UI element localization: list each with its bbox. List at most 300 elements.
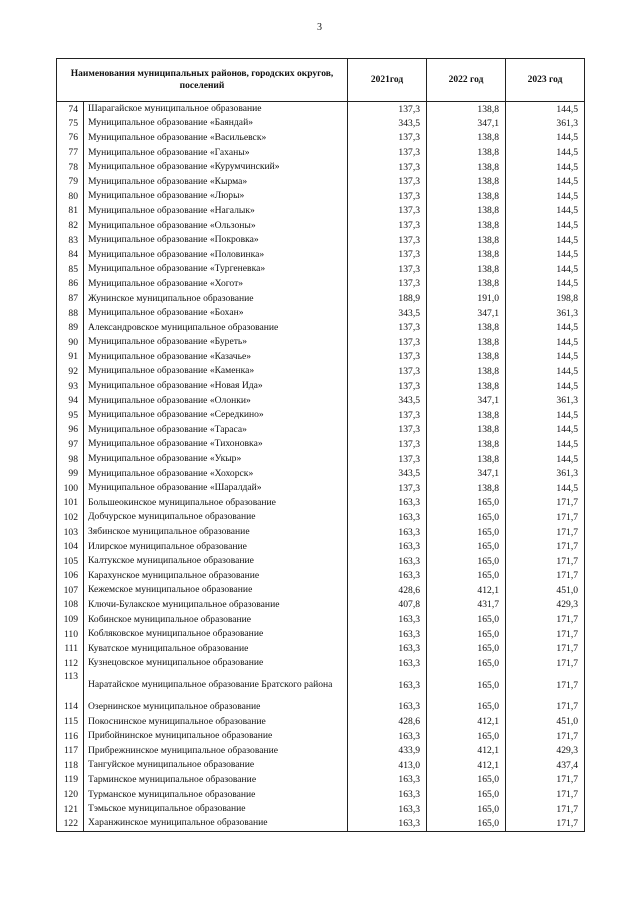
- value-2021: 137,3: [348, 379, 427, 394]
- municipality-name: Харанжинское муниципальное образование: [84, 816, 348, 831]
- row-number: [57, 539, 84, 554]
- row-number: [57, 802, 84, 817]
- row-number: [57, 743, 84, 758]
- value-2022: 165,0: [427, 525, 506, 540]
- municipality-name: Александровское муниципальное образование: [84, 320, 348, 335]
- row-number-text: 90: [68, 336, 78, 348]
- table-row: [57, 393, 585, 408]
- row-number: [57, 408, 84, 423]
- value-2023: 171,7: [506, 787, 585, 802]
- row-number-text: 91: [68, 351, 78, 363]
- row-number-text: 115: [63, 716, 78, 728]
- municipality-name: Муниципальное образование «Олонки»: [84, 393, 348, 408]
- row-number-text: 89: [68, 322, 78, 334]
- value-2023: 437,4: [506, 758, 585, 773]
- table-row: [57, 671, 585, 700]
- value-2021: 428,6: [348, 583, 427, 598]
- row-number: [57, 496, 84, 511]
- row-number: [57, 379, 84, 394]
- value-2023: 144,5: [506, 174, 585, 189]
- row-number-text: 103: [63, 526, 78, 538]
- row-number: [57, 627, 84, 642]
- value-2022: 138,8: [427, 437, 506, 452]
- allocation-table: [56, 58, 585, 832]
- row-number: [57, 350, 84, 365]
- value-2022: 165,0: [427, 816, 506, 831]
- value-2022: 138,8: [427, 233, 506, 248]
- row-number: [57, 364, 84, 379]
- value-2021: 163,3: [348, 612, 427, 627]
- table-row: [57, 481, 585, 496]
- value-2021: 137,3: [348, 452, 427, 467]
- value-2023: 198,8: [506, 291, 585, 306]
- page-number: 3: [317, 22, 322, 33]
- row-number: [57, 729, 84, 744]
- value-2023: 144,5: [506, 364, 585, 379]
- value-2022: 138,8: [427, 481, 506, 496]
- table-row: [57, 408, 585, 423]
- value-2022: 138,8: [427, 423, 506, 438]
- value-2022: 165,0: [427, 700, 506, 715]
- municipality-name: Покоснинское муниципальное образование: [84, 714, 348, 729]
- municipality-name: Муниципальное образование «Середкино»: [84, 408, 348, 423]
- municipality-name: Добчурское муниципальное образование: [84, 510, 348, 525]
- table-row: [57, 583, 585, 598]
- value-2023: 171,7: [506, 612, 585, 627]
- value-2021: 137,3: [348, 131, 427, 146]
- value-2022: 165,0: [427, 641, 506, 656]
- table-row: [57, 525, 585, 540]
- row-number: [57, 612, 84, 627]
- value-2022: 165,0: [427, 539, 506, 554]
- value-2021: 163,3: [348, 729, 427, 744]
- value-2022: 431,7: [427, 598, 506, 613]
- value-2023: 144,5: [506, 350, 585, 365]
- municipality-name: Кобляковское муниципальное образование: [84, 627, 348, 642]
- value-2022: 191,0: [427, 291, 506, 306]
- row-number: [57, 277, 84, 292]
- row-number: [57, 102, 84, 117]
- header-name: Наименования муниципальных районов, городских округов, поселений: [57, 59, 348, 102]
- row-number: [57, 525, 84, 540]
- value-2023: 144,5: [506, 379, 585, 394]
- table-row: [57, 306, 585, 321]
- table-row: [57, 452, 585, 467]
- value-2022: 138,8: [427, 131, 506, 146]
- table-row: [57, 189, 585, 204]
- row-number: [57, 160, 84, 175]
- row-number: [57, 641, 84, 656]
- row-number-text: 121: [63, 803, 78, 815]
- row-number: [57, 174, 84, 189]
- municipality-name: Муниципальное образование «Укыр»: [84, 452, 348, 467]
- table-row: [57, 233, 585, 248]
- table-body: [57, 102, 585, 832]
- row-number: [57, 758, 84, 773]
- row-number-text: 88: [68, 307, 78, 319]
- row-number: [57, 218, 84, 233]
- value-2023: 144,5: [506, 277, 585, 292]
- row-number-text: 111: [64, 643, 78, 655]
- value-2021: 343,5: [348, 116, 427, 131]
- row-number-text: 110: [63, 628, 78, 640]
- row-number: [57, 247, 84, 262]
- row-number: [57, 116, 84, 131]
- value-2023: 144,5: [506, 102, 585, 117]
- table-row: [57, 656, 585, 671]
- row-number-text: 112: [63, 657, 78, 669]
- table-row: [57, 262, 585, 277]
- value-2021: 163,3: [348, 656, 427, 671]
- value-2022: 165,0: [427, 787, 506, 802]
- row-number: [57, 554, 84, 569]
- municipality-name: Озернинское муниципальное образование: [84, 700, 348, 715]
- value-2023: 361,3: [506, 306, 585, 321]
- municipality-name: Муниципальное образование «Новая Ида»: [84, 379, 348, 394]
- row-number: [57, 131, 84, 146]
- row-number-text: 74: [68, 103, 78, 115]
- municipality-name: Муниципальное образование «Гаханы»: [84, 145, 348, 160]
- value-2022: 165,0: [427, 569, 506, 584]
- municipality-name: Куватское муниципальное образование: [84, 641, 348, 656]
- row-number: [57, 700, 84, 715]
- value-2021: 163,3: [348, 554, 427, 569]
- municipality-name: Жунинское муниципальное образование: [84, 291, 348, 306]
- row-number: [57, 656, 84, 671]
- row-number: [57, 816, 84, 831]
- value-2022: 165,0: [427, 627, 506, 642]
- row-number-text: 118: [63, 759, 78, 771]
- row-number: [57, 787, 84, 802]
- row-number-text: 122: [63, 817, 78, 829]
- row-number-text: 93: [68, 380, 78, 392]
- value-2023: 429,3: [506, 598, 585, 613]
- row-number: [57, 773, 84, 788]
- value-2021: 413,0: [348, 758, 427, 773]
- municipality-name: Большеокинское муниципальное образование: [84, 496, 348, 511]
- value-2022: 138,8: [427, 102, 506, 117]
- table-row: [57, 729, 585, 744]
- row-number: [57, 262, 84, 277]
- table-row: [57, 437, 585, 452]
- value-2022: 347,1: [427, 116, 506, 131]
- row-number-text: 120: [63, 789, 78, 801]
- value-2023: 361,3: [506, 116, 585, 131]
- row-number: [57, 714, 84, 729]
- row-number: [57, 466, 84, 481]
- row-number: [57, 598, 84, 613]
- value-2023: 144,5: [506, 408, 585, 423]
- table-row: [57, 554, 585, 569]
- value-2023: 361,3: [506, 393, 585, 408]
- municipality-name: Муниципальное образование «Покровка»: [84, 233, 348, 248]
- row-number-text: 80: [68, 190, 78, 202]
- municipality-name: Зябинское муниципальное образование: [84, 525, 348, 540]
- value-2023: 171,7: [506, 554, 585, 569]
- row-number-text: 92: [68, 365, 78, 377]
- municipality-name: Кежемское муниципальное образование: [84, 583, 348, 598]
- table-row: [57, 758, 585, 773]
- municipality-name: Муниципальное образование «Нагалык»: [84, 204, 348, 219]
- table-row: [57, 291, 585, 306]
- value-2021: 163,3: [348, 510, 427, 525]
- value-2023: 144,5: [506, 481, 585, 496]
- table-row: [57, 277, 585, 292]
- value-2022: 138,8: [427, 277, 506, 292]
- row-number-text: 87: [68, 293, 78, 305]
- value-2021: 137,3: [348, 102, 427, 117]
- value-2023: 361,3: [506, 466, 585, 481]
- value-2022: 138,8: [427, 350, 506, 365]
- row-number-text: 105: [63, 555, 78, 567]
- value-2023: 144,5: [506, 320, 585, 335]
- value-2021: 163,3: [348, 816, 427, 831]
- value-2021: 137,3: [348, 364, 427, 379]
- value-2021: 137,3: [348, 160, 427, 175]
- municipality-name: Муниципальное образование «Половинка»: [84, 247, 348, 262]
- value-2022: 412,1: [427, 583, 506, 598]
- table-row: [57, 364, 585, 379]
- value-2023: 144,5: [506, 204, 585, 219]
- value-2021: 163,3: [348, 539, 427, 554]
- value-2022: 165,0: [427, 510, 506, 525]
- value-2021: 137,3: [348, 189, 427, 204]
- value-2022: 165,0: [427, 773, 506, 788]
- municipality-name: Муниципальное образование «Баяндай»: [84, 116, 348, 131]
- value-2022: 165,0: [427, 554, 506, 569]
- value-2021: 163,3: [348, 569, 427, 584]
- municipality-name: Муниципальное образование «Шаралдай»: [84, 481, 348, 496]
- table-row: [57, 714, 585, 729]
- value-2021: 137,3: [348, 218, 427, 233]
- table-row: [57, 612, 585, 627]
- municipality-name: Тарминское муниципальное образование: [84, 773, 348, 788]
- municipality-name: Муниципальное образование «Хогот»: [84, 277, 348, 292]
- value-2023: 451,0: [506, 714, 585, 729]
- value-2022: 138,8: [427, 452, 506, 467]
- value-2023: 144,5: [506, 160, 585, 175]
- row-number-text: 108: [63, 599, 78, 611]
- table-row: [57, 174, 585, 189]
- table-row: [57, 773, 585, 788]
- value-2021: 137,3: [348, 233, 427, 248]
- value-2023: 171,7: [506, 510, 585, 525]
- row-number: [57, 671, 84, 700]
- table-row: [57, 816, 585, 831]
- row-number-text: 116: [63, 730, 78, 742]
- value-2022: 138,8: [427, 204, 506, 219]
- value-2023: 144,5: [506, 218, 585, 233]
- municipality-name: Кузнецовское муниципальное образование: [84, 656, 348, 671]
- value-2022: 138,8: [427, 335, 506, 350]
- value-2023: 144,5: [506, 335, 585, 350]
- row-number-text: 99: [68, 468, 78, 480]
- row-number-text: 102: [63, 511, 78, 523]
- value-2021: 163,3: [348, 627, 427, 642]
- row-number: [57, 481, 84, 496]
- value-2023: 144,5: [506, 145, 585, 160]
- row-number-text: 76: [68, 132, 78, 144]
- value-2023: 171,7: [506, 656, 585, 671]
- value-2021: 163,3: [348, 671, 427, 700]
- value-2021: 163,3: [348, 641, 427, 656]
- table-row: [57, 466, 585, 481]
- municipality-name: Наратайское муниципальное образование Братского района: [84, 671, 348, 700]
- municipality-name: Прибойнинское муниципальное образование: [84, 729, 348, 744]
- row-number-text: 84: [68, 249, 78, 261]
- row-number: [57, 393, 84, 408]
- value-2022: 347,1: [427, 306, 506, 321]
- table-row: [57, 116, 585, 131]
- row-number: [57, 452, 84, 467]
- value-2022: 412,1: [427, 714, 506, 729]
- value-2021: 343,5: [348, 306, 427, 321]
- value-2023: 144,5: [506, 189, 585, 204]
- municipality-name: Кобинское муниципальное образование: [84, 612, 348, 627]
- value-2022: 165,0: [427, 729, 506, 744]
- row-number: [57, 320, 84, 335]
- value-2023: 171,7: [506, 773, 585, 788]
- table-row: [57, 641, 585, 656]
- value-2022: 412,1: [427, 743, 506, 758]
- value-2023: 144,5: [506, 452, 585, 467]
- row-number: [57, 583, 84, 598]
- value-2022: 165,0: [427, 671, 506, 700]
- row-number-text: 97: [68, 438, 78, 450]
- row-number-text: 83: [68, 234, 78, 246]
- row-number: [57, 423, 84, 438]
- value-2021: 137,3: [348, 204, 427, 219]
- row-number-text: 77: [68, 147, 78, 159]
- table-row: [57, 160, 585, 175]
- row-number-text: 75: [68, 117, 78, 129]
- value-2021: 137,3: [348, 481, 427, 496]
- value-2022: 138,8: [427, 174, 506, 189]
- value-2021: 407,8: [348, 598, 427, 613]
- table-row: [57, 598, 585, 613]
- value-2022: 138,8: [427, 379, 506, 394]
- value-2022: 165,0: [427, 802, 506, 817]
- value-2023: 171,7: [506, 569, 585, 584]
- value-2022: 165,0: [427, 612, 506, 627]
- value-2021: 163,3: [348, 525, 427, 540]
- row-number-text: 98: [68, 453, 78, 465]
- row-number-text: 78: [68, 161, 78, 173]
- row-number-text: 104: [63, 541, 78, 553]
- row-number-text: 113: [63, 670, 78, 682]
- row-number: [57, 291, 84, 306]
- table-row: [57, 131, 585, 146]
- value-2021: 163,3: [348, 787, 427, 802]
- value-2023: 429,3: [506, 743, 585, 758]
- table-row: [57, 510, 585, 525]
- value-2021: 137,3: [348, 423, 427, 438]
- municipality-name: Муниципальное образование «Буреть»: [84, 335, 348, 350]
- row-number-text: 109: [63, 614, 78, 626]
- table-header: [57, 59, 585, 102]
- value-2023: 144,5: [506, 423, 585, 438]
- value-2021: 137,3: [348, 350, 427, 365]
- value-2021: 137,3: [348, 320, 427, 335]
- value-2021: 163,3: [348, 700, 427, 715]
- value-2023: 171,7: [506, 525, 585, 540]
- row-number-text: 86: [68, 278, 78, 290]
- value-2022: 138,8: [427, 145, 506, 160]
- table-row: [57, 247, 585, 262]
- row-number-text: 95: [68, 409, 78, 421]
- value-2022: 138,8: [427, 218, 506, 233]
- value-2022: 138,8: [427, 262, 506, 277]
- row-number-text: 100: [63, 482, 78, 494]
- table-row: [57, 320, 585, 335]
- row-number: [57, 204, 84, 219]
- municipality-name: Муниципальное образование «Кырма»: [84, 174, 348, 189]
- municipality-name: Тэмьское муниципальное образование: [84, 802, 348, 817]
- table-row: [57, 204, 585, 219]
- table-row: [57, 627, 585, 642]
- row-number-text: 96: [68, 424, 78, 436]
- municipality-name: Муниципальное образование «Хохорск»: [84, 466, 348, 481]
- municipality-name: Муниципальное образование «Бохан»: [84, 306, 348, 321]
- value-2023: 144,5: [506, 131, 585, 146]
- value-2021: 163,3: [348, 773, 427, 788]
- row-number: [57, 189, 84, 204]
- header-2023: 2023 год: [506, 59, 585, 102]
- value-2021: 188,9: [348, 291, 427, 306]
- value-2023: 171,7: [506, 641, 585, 656]
- row-number-text: 81: [68, 205, 78, 217]
- value-2021: 137,3: [348, 262, 427, 277]
- municipality-name: Муниципальное образование «Люры»: [84, 189, 348, 204]
- value-2021: 137,3: [348, 145, 427, 160]
- value-2021: 137,3: [348, 277, 427, 292]
- value-2022: 165,0: [427, 496, 506, 511]
- value-2021: 137,3: [348, 335, 427, 350]
- row-number-text: 101: [63, 497, 78, 509]
- value-2021: 163,3: [348, 496, 427, 511]
- municipality-name: Турманское муниципальное образование: [84, 787, 348, 802]
- value-2023: 171,7: [506, 627, 585, 642]
- table-row: [57, 350, 585, 365]
- municipality-name: Ключи-Булакское муниципальное образование: [84, 598, 348, 613]
- table-row: [57, 496, 585, 511]
- row-number: [57, 335, 84, 350]
- value-2023: 171,7: [506, 539, 585, 554]
- value-2022: 138,8: [427, 364, 506, 379]
- value-2023: 451,0: [506, 583, 585, 598]
- table-row: [57, 102, 585, 117]
- value-2022: 347,1: [427, 466, 506, 481]
- table-row: [57, 335, 585, 350]
- value-2022: 138,8: [427, 247, 506, 262]
- value-2021: 137,3: [348, 437, 427, 452]
- row-number: [57, 306, 84, 321]
- row-number: [57, 569, 84, 584]
- header-2021: 2021год: [348, 59, 427, 102]
- table-row: [57, 743, 585, 758]
- value-2023: 171,7: [506, 700, 585, 715]
- table-row: [57, 218, 585, 233]
- value-2023: 144,5: [506, 262, 585, 277]
- municipality-name: Карахунское муниципальное образование: [84, 569, 348, 584]
- row-number-text: 82: [68, 220, 78, 232]
- row-number: [57, 233, 84, 248]
- value-2023: 144,5: [506, 233, 585, 248]
- value-2023: 144,5: [506, 437, 585, 452]
- table-row: [57, 787, 585, 802]
- value-2021: 163,3: [348, 802, 427, 817]
- municipality-name: Прибрежнинское муниципальное образование: [84, 743, 348, 758]
